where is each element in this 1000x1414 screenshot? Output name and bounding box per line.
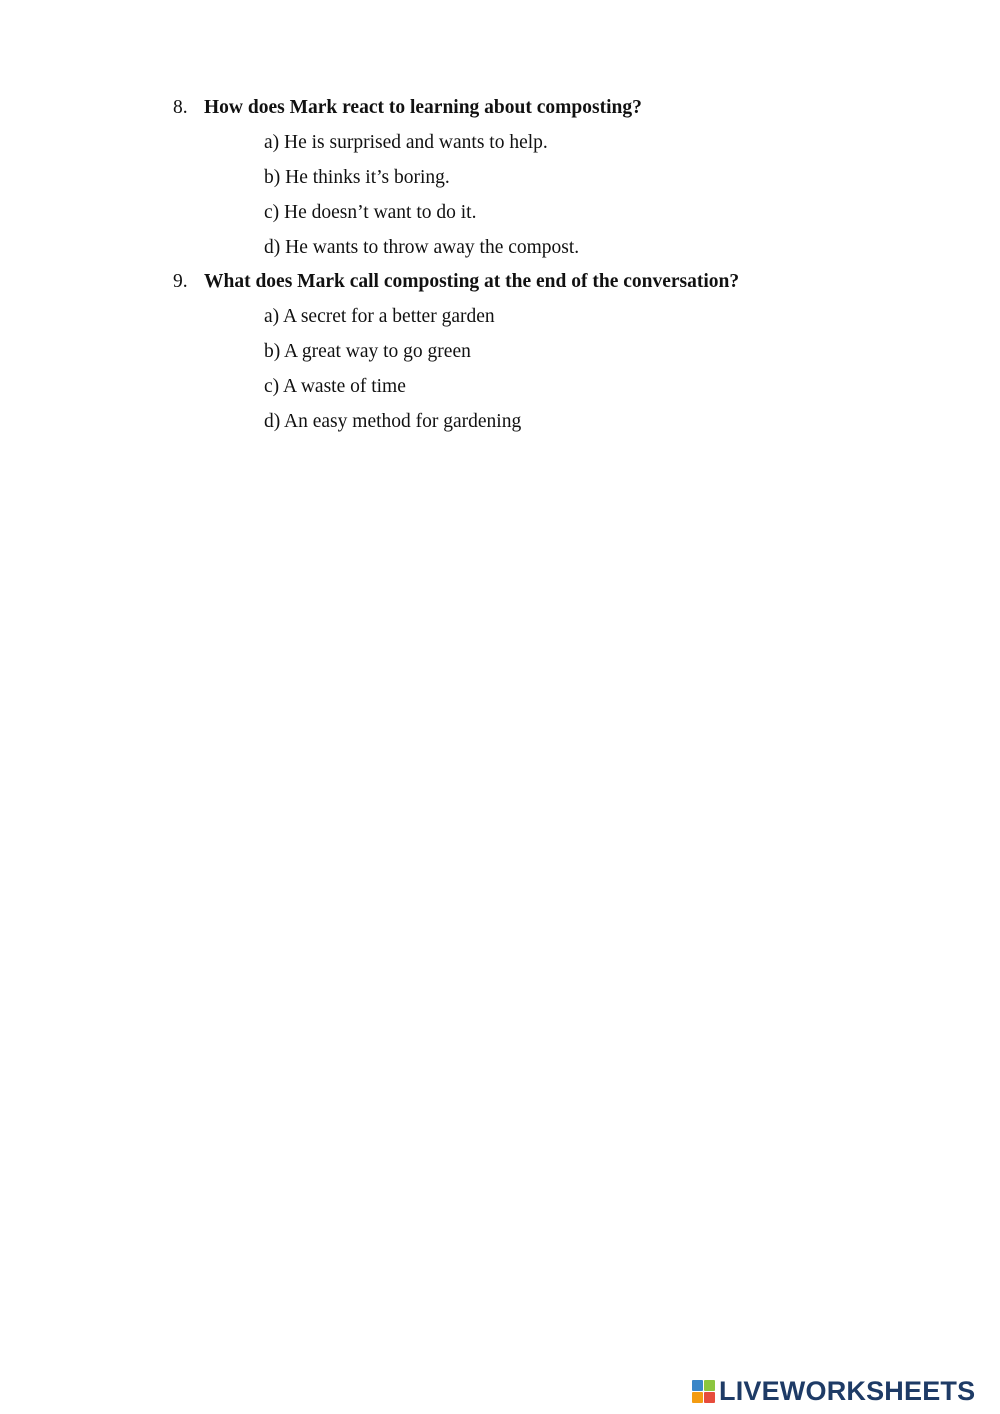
liveworksheets-brand [692,1376,975,1406]
answer-option[interactable]: b) A great way to go green [264,341,471,362]
answer-option[interactable]: c) He doesn’t want to do it. [264,202,477,223]
answer-option[interactable]: b) He thinks it’s boring. [264,167,450,188]
logo-square [692,1380,703,1391]
question-8 [173,96,642,120]
logo-square [704,1392,715,1403]
answer-option[interactable]: d) An easy method for gardening [264,411,522,432]
liveworksheets-logo-icon [692,1380,715,1403]
answer-option[interactable]: c) A waste of time [264,376,406,397]
answer-option[interactable]: d) He wants to throw away the compost. [264,237,580,258]
logo-square [704,1380,715,1391]
brand-name: LIVEWORKSHEETS [719,1376,976,1406]
question-number: 9. [173,271,188,292]
question-9 [173,270,739,294]
answer-option[interactable]: a) He is surprised and wants to help. [264,132,548,153]
logo-square [692,1392,703,1403]
answer-option[interactable]: a) A secret for a better garden [264,306,495,327]
question-text: What does Mark call composting at the end of the conversation? [204,271,740,292]
question-text: How does Mark react to learning about composting? [204,97,642,118]
question-number: 8. [173,97,188,118]
